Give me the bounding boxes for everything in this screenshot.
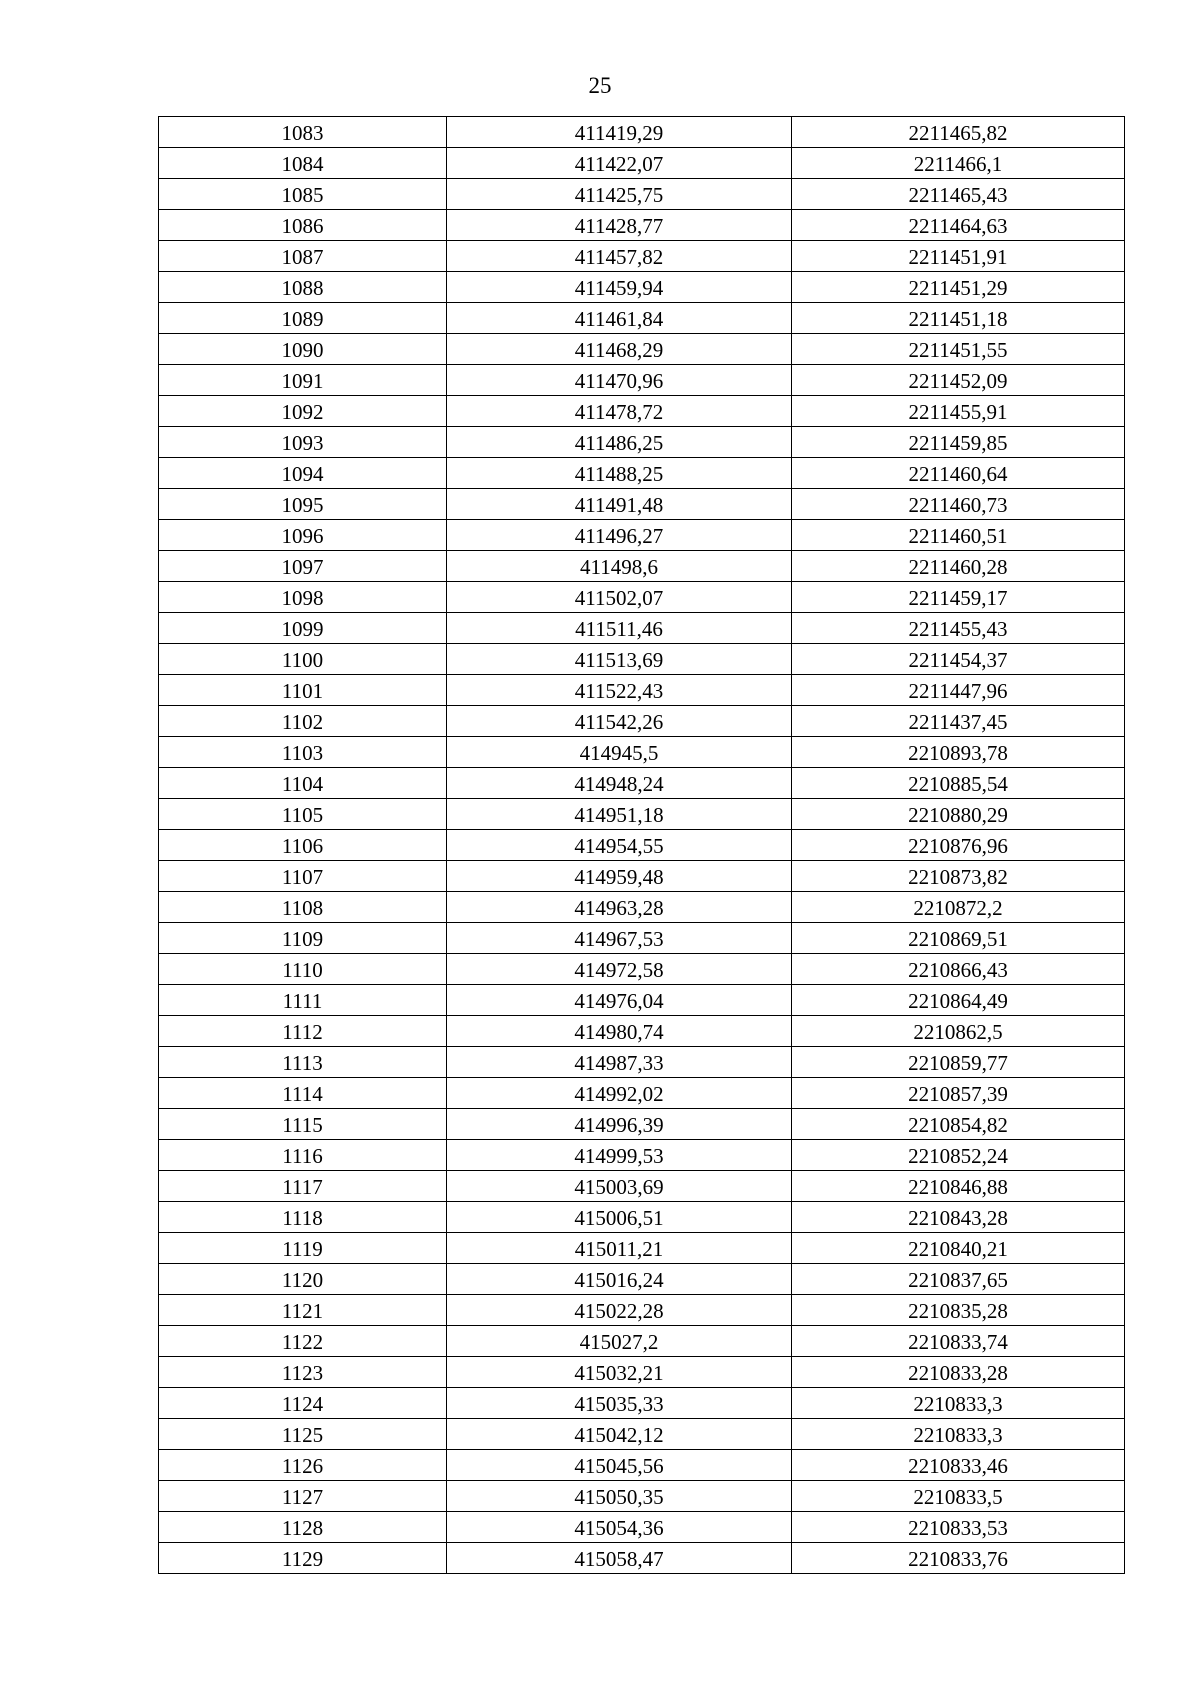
- table-row: [159, 582, 1125, 613]
- table-row: [159, 830, 1125, 861]
- point-number-cell: 1088: [159, 272, 447, 303]
- x-coordinate-cell: 411488,25: [447, 458, 792, 489]
- x-coordinate-cell: 415042,12: [447, 1419, 792, 1450]
- coordinates-table-body: [159, 117, 1125, 1574]
- y-coordinate-cell: 2210862,5: [792, 1016, 1125, 1047]
- point-number-cell: 1121: [159, 1295, 447, 1326]
- y-coordinate-cell: 2210873,82: [792, 861, 1125, 892]
- table-row: [159, 985, 1125, 1016]
- y-coordinate-cell: 2210833,53: [792, 1512, 1125, 1543]
- y-coordinate-cell: 2210833,3: [792, 1419, 1125, 1450]
- y-coordinate-cell: 2211452,09: [792, 365, 1125, 396]
- table-row: [159, 737, 1125, 768]
- point-number-cell: 1086: [159, 210, 447, 241]
- y-coordinate-cell: 2211465,82: [792, 117, 1125, 148]
- table-row: [159, 799, 1125, 830]
- x-coordinate-cell: 414963,28: [447, 892, 792, 923]
- point-number-cell: 1113: [159, 1047, 447, 1078]
- x-coordinate-cell: 411478,72: [447, 396, 792, 427]
- y-coordinate-cell: 2210880,29: [792, 799, 1125, 830]
- y-coordinate-cell: 2210864,49: [792, 985, 1125, 1016]
- point-number-cell: 1123: [159, 1357, 447, 1388]
- table-row: [159, 1512, 1125, 1543]
- y-coordinate-cell: 2210833,74: [792, 1326, 1125, 1357]
- x-coordinate-cell: 415022,28: [447, 1295, 792, 1326]
- y-coordinate-cell: 2211455,43: [792, 613, 1125, 644]
- x-coordinate-cell: 415035,33: [447, 1388, 792, 1419]
- x-coordinate-cell: 415050,35: [447, 1481, 792, 1512]
- y-coordinate-cell: 2210846,88: [792, 1171, 1125, 1202]
- y-coordinate-cell: 2210852,24: [792, 1140, 1125, 1171]
- point-number-cell: 1128: [159, 1512, 447, 1543]
- point-number-cell: 1118: [159, 1202, 447, 1233]
- table-row: [159, 551, 1125, 582]
- y-coordinate-cell: 2211451,29: [792, 272, 1125, 303]
- y-coordinate-cell: 2210885,54: [792, 768, 1125, 799]
- x-coordinate-cell: 411470,96: [447, 365, 792, 396]
- point-number-cell: 1108: [159, 892, 447, 923]
- x-coordinate-cell: 411425,75: [447, 179, 792, 210]
- x-coordinate-cell: 414948,24: [447, 768, 792, 799]
- table-row: [159, 1202, 1125, 1233]
- point-number-cell: 1095: [159, 489, 447, 520]
- y-coordinate-cell: 2211454,37: [792, 644, 1125, 675]
- y-coordinate-cell: 2210833,46: [792, 1450, 1125, 1481]
- x-coordinate-cell: 411419,29: [447, 117, 792, 148]
- point-number-cell: 1101: [159, 675, 447, 706]
- x-coordinate-cell: 411486,25: [447, 427, 792, 458]
- point-number-cell: 1100: [159, 644, 447, 675]
- point-number-cell: 1129: [159, 1543, 447, 1574]
- table-row: [159, 1109, 1125, 1140]
- table-row: [159, 1450, 1125, 1481]
- point-number-cell: 1107: [159, 861, 447, 892]
- y-coordinate-cell: 2211466,1: [792, 148, 1125, 179]
- point-number-cell: 1085: [159, 179, 447, 210]
- x-coordinate-cell: 411457,82: [447, 241, 792, 272]
- y-coordinate-cell: 2211459,17: [792, 582, 1125, 613]
- point-number-cell: 1097: [159, 551, 447, 582]
- y-coordinate-cell: 2210854,82: [792, 1109, 1125, 1140]
- table-row: [159, 706, 1125, 737]
- point-number-cell: 1112: [159, 1016, 447, 1047]
- point-number-cell: 1124: [159, 1388, 447, 1419]
- table-row: [159, 303, 1125, 334]
- table-row: [159, 458, 1125, 489]
- x-coordinate-cell: 411542,26: [447, 706, 792, 737]
- y-coordinate-cell: 2211447,96: [792, 675, 1125, 706]
- coordinates-table: [158, 116, 1125, 1574]
- table-row: [159, 1326, 1125, 1357]
- x-coordinate-cell: 414959,48: [447, 861, 792, 892]
- table-row: [159, 365, 1125, 396]
- y-coordinate-cell: 2211451,55: [792, 334, 1125, 365]
- x-coordinate-cell: 411459,94: [447, 272, 792, 303]
- table-row: [159, 1357, 1125, 1388]
- table-row: [159, 272, 1125, 303]
- table-row: [159, 1388, 1125, 1419]
- table-row: [159, 613, 1125, 644]
- point-number-cell: 1115: [159, 1109, 447, 1140]
- point-number-cell: 1089: [159, 303, 447, 334]
- y-coordinate-cell: 2211464,63: [792, 210, 1125, 241]
- point-number-cell: 1084: [159, 148, 447, 179]
- point-number-cell: 1127: [159, 1481, 447, 1512]
- point-number-cell: 1126: [159, 1450, 447, 1481]
- x-coordinate-cell: 414967,53: [447, 923, 792, 954]
- x-coordinate-cell: 414999,53: [447, 1140, 792, 1171]
- point-number-cell: 1116: [159, 1140, 447, 1171]
- table-row: [159, 1419, 1125, 1450]
- x-coordinate-cell: 415054,36: [447, 1512, 792, 1543]
- point-number-cell: 1099: [159, 613, 447, 644]
- point-number-cell: 1087: [159, 241, 447, 272]
- point-number-cell: 1111: [159, 985, 447, 1016]
- y-coordinate-cell: 2210857,39: [792, 1078, 1125, 1109]
- table-row: [159, 489, 1125, 520]
- point-number-cell: 1098: [159, 582, 447, 613]
- point-number-cell: 1114: [159, 1078, 447, 1109]
- point-number-cell: 1094: [159, 458, 447, 489]
- table-row: [159, 1481, 1125, 1512]
- x-coordinate-cell: 411511,46: [447, 613, 792, 644]
- x-coordinate-cell: 414972,58: [447, 954, 792, 985]
- table-row: [159, 396, 1125, 427]
- x-coordinate-cell: 415016,24: [447, 1264, 792, 1295]
- table-row: [159, 768, 1125, 799]
- point-number-cell: 1117: [159, 1171, 447, 1202]
- y-coordinate-cell: 2211460,73: [792, 489, 1125, 520]
- x-coordinate-cell: 415032,21: [447, 1357, 792, 1388]
- x-coordinate-cell: 411513,69: [447, 644, 792, 675]
- x-coordinate-cell: 411496,27: [447, 520, 792, 551]
- point-number-cell: 1103: [159, 737, 447, 768]
- table-row: [159, 1016, 1125, 1047]
- x-coordinate-cell: 414945,5: [447, 737, 792, 768]
- point-number-cell: 1125: [159, 1419, 447, 1450]
- table-row: [159, 210, 1125, 241]
- point-number-cell: 1093: [159, 427, 447, 458]
- y-coordinate-cell: 2210866,43: [792, 954, 1125, 985]
- y-coordinate-cell: 2211455,91: [792, 396, 1125, 427]
- x-coordinate-cell: 411502,07: [447, 582, 792, 613]
- table-row: [159, 1078, 1125, 1109]
- table-row: [159, 1295, 1125, 1326]
- y-coordinate-cell: 2211460,51: [792, 520, 1125, 551]
- y-coordinate-cell: 2211460,28: [792, 551, 1125, 582]
- x-coordinate-cell: 411522,43: [447, 675, 792, 706]
- point-number-cell: 1091: [159, 365, 447, 396]
- point-number-cell: 1106: [159, 830, 447, 861]
- table-row: [159, 117, 1125, 148]
- x-coordinate-cell: 414954,55: [447, 830, 792, 861]
- table-row: [159, 241, 1125, 272]
- point-number-cell: 1096: [159, 520, 447, 551]
- table-row: [159, 179, 1125, 210]
- y-coordinate-cell: 2210833,76: [792, 1543, 1125, 1574]
- table-row: [159, 1171, 1125, 1202]
- table-row: [159, 861, 1125, 892]
- y-coordinate-cell: 2211451,91: [792, 241, 1125, 272]
- x-coordinate-cell: 411461,84: [447, 303, 792, 334]
- x-coordinate-cell: 411498,6: [447, 551, 792, 582]
- y-coordinate-cell: 2210833,3: [792, 1388, 1125, 1419]
- point-number-cell: 1109: [159, 923, 447, 954]
- table-row: [159, 954, 1125, 985]
- table-row: [159, 148, 1125, 179]
- y-coordinate-cell: 2210869,51: [792, 923, 1125, 954]
- point-number-cell: 1104: [159, 768, 447, 799]
- table-row: [159, 1233, 1125, 1264]
- y-coordinate-cell: 2211460,64: [792, 458, 1125, 489]
- y-coordinate-cell: 2210893,78: [792, 737, 1125, 768]
- x-coordinate-cell: 415027,2: [447, 1326, 792, 1357]
- y-coordinate-cell: 2210843,28: [792, 1202, 1125, 1233]
- page-number: 25: [588, 73, 612, 98]
- x-coordinate-cell: 411428,77: [447, 210, 792, 241]
- x-coordinate-cell: 415011,21: [447, 1233, 792, 1264]
- table-row: [159, 923, 1125, 954]
- y-coordinate-cell: 2211437,45: [792, 706, 1125, 737]
- point-number-cell: 1110: [159, 954, 447, 985]
- x-coordinate-cell: 414951,18: [447, 799, 792, 830]
- x-coordinate-cell: 414987,33: [447, 1047, 792, 1078]
- table-row: [159, 1543, 1125, 1574]
- x-coordinate-cell: 411468,29: [447, 334, 792, 365]
- point-number-cell: 1083: [159, 117, 447, 148]
- table-row: [159, 675, 1125, 706]
- x-coordinate-cell: 414992,02: [447, 1078, 792, 1109]
- x-coordinate-cell: 411491,48: [447, 489, 792, 520]
- x-coordinate-cell: 414980,74: [447, 1016, 792, 1047]
- x-coordinate-cell: 415003,69: [447, 1171, 792, 1202]
- table-row: [159, 520, 1125, 551]
- y-coordinate-cell: 2210835,28: [792, 1295, 1125, 1326]
- x-coordinate-cell: 415058,47: [447, 1543, 792, 1574]
- table-row: [159, 1264, 1125, 1295]
- table-row: [159, 892, 1125, 923]
- point-number-cell: 1120: [159, 1264, 447, 1295]
- point-number-cell: 1090: [159, 334, 447, 365]
- point-number-cell: 1102: [159, 706, 447, 737]
- point-number-cell: 1122: [159, 1326, 447, 1357]
- point-number-cell: 1105: [159, 799, 447, 830]
- table-row: [159, 644, 1125, 675]
- y-coordinate-cell: 2210840,21: [792, 1233, 1125, 1264]
- y-coordinate-cell: 2211465,43: [792, 179, 1125, 210]
- y-coordinate-cell: 2210859,77: [792, 1047, 1125, 1078]
- table-row: [159, 1047, 1125, 1078]
- y-coordinate-cell: 2210833,28: [792, 1357, 1125, 1388]
- point-number-cell: 1119: [159, 1233, 447, 1264]
- x-coordinate-cell: 414976,04: [447, 985, 792, 1016]
- y-coordinate-cell: 2211459,85: [792, 427, 1125, 458]
- point-number-cell: 1092: [159, 396, 447, 427]
- table-row: [159, 1140, 1125, 1171]
- x-coordinate-cell: 415006,51: [447, 1202, 792, 1233]
- y-coordinate-cell: 2210837,65: [792, 1264, 1125, 1295]
- y-coordinate-cell: 2210833,5: [792, 1481, 1125, 1512]
- x-coordinate-cell: 411422,07: [447, 148, 792, 179]
- table-row: [159, 334, 1125, 365]
- y-coordinate-cell: 2210876,96: [792, 830, 1125, 861]
- x-coordinate-cell: 415045,56: [447, 1450, 792, 1481]
- y-coordinate-cell: 2210872,2: [792, 892, 1125, 923]
- y-coordinate-cell: 2211451,18: [792, 303, 1125, 334]
- table-row: [159, 427, 1125, 458]
- x-coordinate-cell: 414996,39: [447, 1109, 792, 1140]
